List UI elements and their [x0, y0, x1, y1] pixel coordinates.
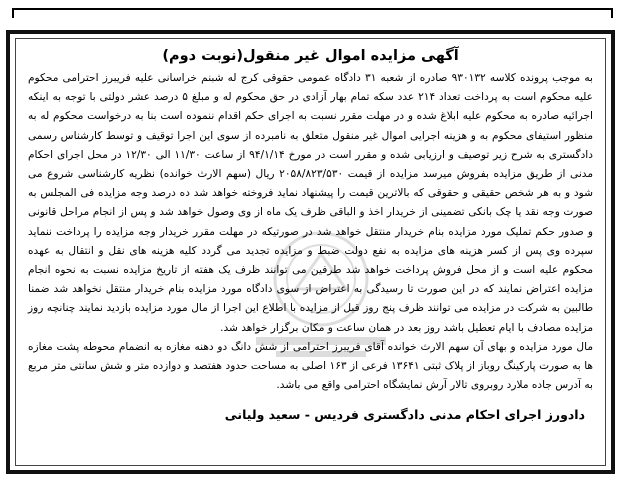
notice-inner-border: [15, 38, 606, 466]
notice-title: آگهی مزایده اموال غیر منقول(نوبت دوم): [162, 48, 459, 64]
top-rule: [12, 8, 613, 10]
top-rule-right-edge: [611, 8, 613, 18]
top-rule-left-edge: [12, 8, 14, 18]
notice-paragraph-main: به موجب پرونده کلاسه ۹۳۰۱۳۲ صادره از شعبه ۳۱ دادگاه عمومی حقوقی کرج له شبنم خراسانی علیه فریبرز احترامی محکوم علیه محکوم است به پرداخت تعداد ۲۱۴ عدد سکه تمام بهار آزادی در حق محکوم له و مبلغ ۵ درصد عشر دولتی با توجه به اینکه اجرائیه صادره به محکوم علیه ابلاغ شده و در مهلت مقرر نسبت به اجرای حکم اقدام ننموده است بنا به درخواست محکوم له به منظور استیفای محکوم به و هزینه اجرایی اموال غیر منقول متعلق به نامبرده از سوی این اجرا توقیف و توسط کارشناس رسمی دادگستری به شرح زیر توصیف و ارزیابی شده و مقرر است در مورخ ۹۴/۱/۱۴ از ساعت ۱۱/۳۰ الی ۱۲/۳۰ در محل اجرای احکام مدنی از طریق مزایده بفروش میرسد مزایده از قیمت ۲۰۵۸/۸۲۳/۵۳۰ ریال (سهم الارث خوانده) نظریه کارشناسی شروع می شود و به هر شخص حقیقی و حقوقی که بالاترین قیمت را پیشنهاد نماید فروخته خواهد شد ده درصد وجه مزایده فی المجلس به صورت وجه نقد یا چک بانکی تضمینی از خریدار اخذ و الباقی ظرف یک ماه از وی وصول خواهد شد و پس از انجام مراحل قانونی و صدور حکم تملیک مورد مزایده بنام خریدار منتقل خواهد شد در صورتیکه در مهلت مقرر خریدار وجه مزایده را پرداخت ننماید سپرده وی پس از کسر هزینه های مزایده به نفع دولت ضبط و مزایده تجدید می گردد کلیه هزینه های نقل و انتقال به عهده محکوم علیه است و از محل فروش پرداخت خواهد شد طرفین می توانند ظرف یک هفته از تاریخ مزایده نسبت به نحوه انجام مزایده اعتراض نمایند که در این صورت تا رسیدگی به اعتراض از سوی دادگاه مورد مزایده بنام خریدار منتقل نخواهد شد ضمنا طالبین به شرکت در مزایده می توانند ظرف پنج روز قبل از مزایده با اطلاع این اجرا از مال مورد مزایده بازدید نمایند چنانچه روز مزایده مصادف با ایام تعطیل باشد روز بعد در همان ساعت و مکان برگزار خواهد شد.: [28, 72, 594, 334]
notice-frame: [6, 30, 615, 474]
notice-paragraph-property: مال مورد مزایده و بهای آن سهم الارث خوانده آقای فریبرز احترامی از شش دانگ دو دهنه مغازه به انضمام محوطه پشت مغازه ها به صورت پارکینگ روباز از پلاک ثبتی ۱۳۶۴۱ فرعی از ۱۶۳ اصلی به مساحت حدود هفتصد و دوازده متر و شش سانتی متر مربع به آدرس جاده ملارد روبروی تالار آرش نمایشگاه احترامی واقع می باشد.: [28, 340, 594, 392]
notice-signature: دادورز اجرای احکام مدنی دادگستری فردیس - سعید ولیانی: [224, 407, 585, 423]
